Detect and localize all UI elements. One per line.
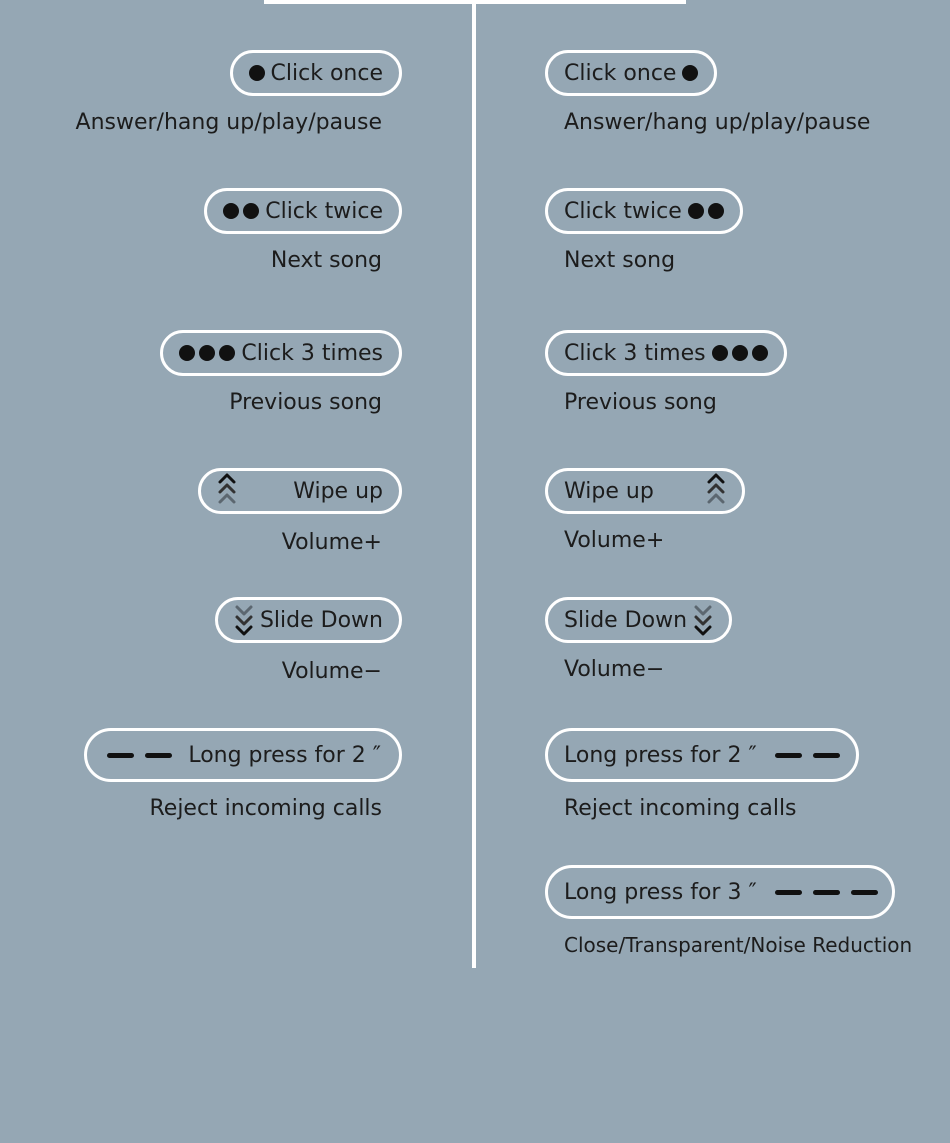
left-click-once-entry — [0, 50, 402, 135]
left-long-press-2-label: Long press for 2 ″ — [188, 742, 381, 768]
right-long-press-2-entry — [545, 728, 950, 821]
left-long-press-2-desc: Reject incoming calls — [149, 796, 382, 821]
left-wipe-up-entry — [0, 468, 402, 555]
left-click-three-entry — [0, 330, 402, 415]
single-dot-icon — [249, 65, 265, 81]
right-wipe-up-pill — [545, 468, 745, 514]
left-slide-down-label: Slide Down — [259, 607, 383, 633]
right-click-twice-desc: Next song — [564, 248, 676, 273]
triple-dot-icon — [179, 345, 235, 361]
triple-dot-icon — [712, 345, 768, 361]
right-long-press-3-entry — [545, 865, 950, 957]
right-slide-down-label: Slide Down — [564, 607, 688, 633]
left-long-press-2-entry — [0, 728, 402, 821]
double-dash-icon — [775, 753, 840, 758]
left-click-three-pill — [160, 330, 402, 376]
right-long-press-2-desc: Reject incoming calls — [564, 796, 797, 821]
right-click-three-entry — [545, 330, 950, 415]
right-click-once-pill — [545, 50, 717, 96]
right-long-press-2-pill — [545, 728, 859, 782]
double-dot-icon — [688, 203, 724, 219]
right-click-once-label: Click once — [564, 60, 677, 86]
right-wipe-up-label: Wipe up — [564, 478, 654, 504]
chevrons-up-icon — [217, 470, 237, 512]
left-click-three-desc: Previous song — [229, 390, 382, 415]
right-click-twice-entry — [545, 188, 950, 273]
right-click-three-desc: Previous song — [564, 390, 717, 415]
triple-dash-icon — [775, 890, 878, 895]
left-wipe-up-desc: Volume+ — [281, 530, 382, 555]
right-click-once-entry — [545, 50, 950, 135]
left-wipe-up-label: Wipe up — [293, 478, 383, 504]
left-slide-down-desc: Volume− — [281, 659, 382, 684]
left-wipe-up-pill — [198, 468, 402, 514]
right-long-press-3-desc: Close/Transparent/Noise Reduction — [564, 933, 913, 957]
left-click-once-label: Click once — [270, 60, 383, 86]
right-click-twice-pill — [545, 188, 743, 234]
chevrons-down-icon — [234, 599, 254, 641]
right-click-twice-label: Click twice — [564, 198, 682, 224]
left-slide-down-entry — [0, 597, 402, 684]
right-long-press-3-pill — [545, 865, 895, 919]
right-wipe-up-desc: Volume+ — [564, 528, 665, 553]
double-dot-icon — [223, 203, 259, 219]
right-long-press-3-label: Long press for 3 ″ — [564, 879, 757, 905]
right-wipe-up-entry — [545, 468, 950, 553]
left-click-once-desc: Answer/hang up/play/pause — [75, 110, 382, 135]
chevrons-up-icon — [706, 470, 726, 512]
left-click-three-label: Click 3 times — [241, 340, 383, 366]
left-click-twice-label: Click twice — [265, 198, 383, 224]
single-dot-icon — [682, 65, 698, 81]
right-click-once-desc: Answer/hang up/play/pause — [564, 110, 871, 135]
left-click-twice-pill — [204, 188, 402, 234]
double-dash-icon — [107, 753, 172, 758]
right-slide-down-entry — [545, 597, 950, 682]
right-slide-down-desc: Volume− — [564, 657, 665, 682]
right-click-three-pill — [545, 330, 787, 376]
left-click-twice-desc: Next song — [270, 248, 382, 273]
left-long-press-2-pill — [84, 728, 402, 782]
left-click-twice-entry — [0, 188, 402, 273]
left-click-once-pill — [230, 50, 402, 96]
right-long-press-2-label: Long press for 2 ″ — [564, 742, 757, 768]
right-slide-down-pill — [545, 597, 732, 643]
center-divider-line — [472, 0, 476, 968]
left-slide-down-pill — [215, 597, 402, 643]
right-click-three-label: Click 3 times — [564, 340, 706, 366]
chevrons-down-icon — [693, 599, 713, 641]
